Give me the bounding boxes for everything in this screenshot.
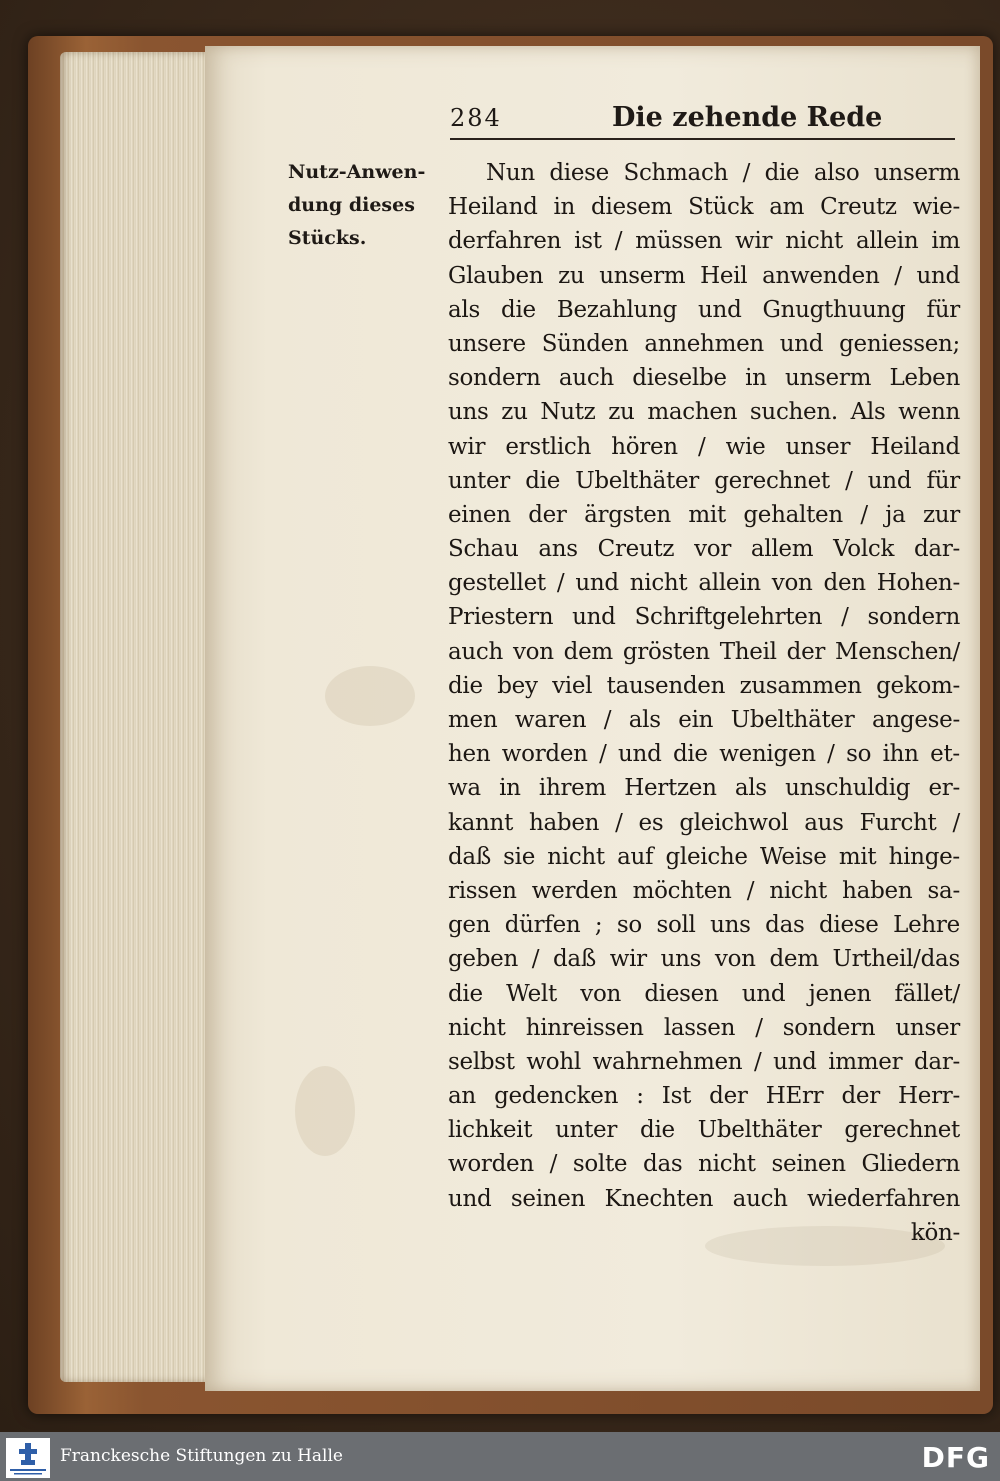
- marginal-note-line: Stücks.: [288, 227, 367, 249]
- word: annehmen: [644, 330, 764, 357]
- word: und: [448, 1185, 492, 1212]
- word: Lehre: [893, 912, 960, 939]
- word: men: [448, 707, 498, 733]
- word: /: [952, 809, 960, 836]
- word: vor: [694, 536, 732, 563]
- word: wiederfahren: [807, 1185, 960, 1212]
- word: Herr-: [898, 1083, 960, 1110]
- footer-institution: Franckesche Stiftungen zu Halle: [60, 1446, 343, 1466]
- word: wie-: [912, 194, 960, 221]
- word: seinen: [510, 1185, 586, 1212]
- word: Welt: [506, 980, 557, 1007]
- word: Stück: [688, 194, 754, 221]
- word: unserm: [785, 365, 872, 392]
- word: rissen: [448, 877, 517, 904]
- word: mit: [838, 843, 877, 870]
- text-line: [448, 771, 960, 805]
- word: haben: [528, 809, 600, 836]
- word: /: [603, 707, 612, 733]
- catchword-line: [448, 1216, 960, 1250]
- text-line: [448, 942, 960, 976]
- paper-stain: [325, 666, 415, 726]
- word: dar-: [913, 536, 960, 563]
- word: müssen: [635, 228, 723, 255]
- word: unser: [785, 433, 851, 460]
- word: immer: [828, 1048, 903, 1075]
- word: seinen: [771, 1151, 846, 1178]
- word: die: [640, 1117, 675, 1144]
- word: unter: [448, 467, 510, 494]
- word: kannt: [448, 809, 514, 836]
- word: ans: [538, 536, 578, 563]
- word: Knechten: [604, 1185, 714, 1212]
- text-line: [448, 806, 960, 840]
- word: Ubelthäter: [575, 467, 699, 494]
- word: Hertzen: [624, 775, 717, 802]
- word: fället/: [894, 980, 960, 1007]
- word: an: [448, 1083, 476, 1110]
- word: in: [553, 194, 576, 221]
- page-header: [450, 98, 955, 142]
- word: im: [931, 228, 960, 255]
- word: die: [501, 296, 536, 323]
- word: gerechnet: [844, 1117, 960, 1144]
- word: /: [549, 1151, 558, 1178]
- word: die: [448, 672, 483, 699]
- word: für: [926, 467, 960, 494]
- word: Nun: [486, 160, 535, 186]
- word: anwenden: [762, 262, 880, 289]
- word: :: [636, 1083, 644, 1110]
- word: wenigen: [719, 741, 816, 768]
- word: Als: [850, 399, 886, 426]
- body-text: [448, 156, 960, 1250]
- word: der: [786, 638, 826, 665]
- word: gerechnet: [714, 467, 830, 494]
- word: unsere: [448, 330, 526, 357]
- word: nicht: [448, 1014, 506, 1041]
- word: ;: [594, 912, 603, 939]
- word: diese: [818, 912, 879, 939]
- word: einen: [448, 501, 511, 528]
- text-line: [448, 566, 960, 600]
- word: worden: [501, 741, 588, 768]
- word: gen: [448, 912, 491, 939]
- word: Volck: [833, 536, 895, 563]
- word: mit: [688, 501, 726, 528]
- text-line: [448, 327, 960, 361]
- word: Leben: [889, 365, 960, 392]
- text-line: [448, 190, 960, 224]
- word: wa: [448, 775, 481, 802]
- word: und: [779, 330, 824, 357]
- word: ein: [678, 707, 714, 733]
- word: dem: [769, 946, 819, 973]
- text-line: [448, 1182, 960, 1216]
- word: haben: [842, 877, 913, 904]
- word: und: [867, 467, 912, 494]
- word: auch: [448, 638, 504, 665]
- word: die: [448, 980, 483, 1007]
- word: werden: [531, 877, 618, 904]
- word: von: [580, 980, 622, 1007]
- word: aus: [804, 809, 844, 836]
- word: geniessen;: [839, 330, 960, 357]
- word: erstlich: [505, 433, 592, 460]
- word: dieselbe: [632, 365, 727, 392]
- word: so: [616, 912, 642, 939]
- word: die: [764, 160, 800, 186]
- word: Creutz: [597, 536, 675, 563]
- word: der: [841, 1083, 880, 1110]
- word: zu: [608, 399, 635, 426]
- word: /: [698, 433, 706, 460]
- word: hinge-: [888, 843, 960, 870]
- word: Schau: [448, 536, 519, 563]
- text-line: [448, 669, 960, 703]
- word: jenen: [808, 980, 872, 1007]
- word: ärgsten: [584, 501, 671, 528]
- word: er-: [928, 775, 960, 802]
- word: uns: [710, 912, 751, 939]
- word: Heiland: [870, 433, 960, 460]
- word: der: [528, 501, 567, 528]
- text-line: [448, 361, 960, 395]
- word: wir: [448, 433, 486, 460]
- word: Theil: [719, 638, 777, 665]
- word: /: [841, 604, 849, 631]
- word: uns: [660, 946, 702, 973]
- word: Ist: [661, 1083, 692, 1110]
- text-line: [448, 977, 960, 1011]
- word: den: [823, 570, 866, 597]
- text-line: [448, 1045, 960, 1079]
- word: wohl: [526, 1048, 581, 1075]
- word: Gnugthuung: [762, 296, 906, 323]
- word: hinreissen: [525, 1014, 644, 1041]
- word: worden: [448, 1151, 534, 1178]
- word: dar-: [913, 1048, 960, 1075]
- word: sondern: [448, 365, 541, 392]
- word: unserm: [599, 262, 686, 289]
- word: Priestern: [448, 604, 554, 631]
- word: Ubelthäter: [697, 1117, 822, 1144]
- word: von: [512, 638, 554, 665]
- marginal-note-line: dung dieses: [288, 194, 415, 216]
- word: soll: [656, 912, 696, 939]
- word: /: [860, 501, 868, 528]
- word: /: [614, 228, 623, 255]
- word: gleiche: [665, 843, 748, 870]
- text-line: [448, 874, 960, 908]
- word: die: [525, 467, 561, 494]
- word: /: [746, 877, 755, 904]
- word: sa-: [927, 877, 960, 904]
- page-number: 284: [450, 104, 502, 132]
- word: nicht: [698, 1151, 756, 1178]
- word: ihrem: [538, 775, 606, 802]
- word: Schmach: [623, 160, 729, 186]
- word: als: [734, 775, 767, 802]
- word: nicht: [547, 843, 605, 870]
- word: sondern: [867, 604, 960, 631]
- header-rule: [450, 138, 955, 140]
- word: dürfen: [504, 912, 581, 939]
- marginal-note: [288, 156, 448, 255]
- word: das: [643, 1151, 683, 1178]
- word: allem: [750, 536, 814, 563]
- word: suchen.: [749, 399, 838, 426]
- word: auch: [732, 1185, 788, 1212]
- text-line: [448, 156, 960, 190]
- word: Ubelthäter: [730, 707, 855, 733]
- word: ja: [885, 501, 906, 528]
- text-line: [448, 498, 960, 532]
- word: und: [572, 604, 616, 631]
- word: gestellet: [448, 570, 546, 597]
- word: wenn: [898, 399, 960, 426]
- text-line: [448, 395, 960, 429]
- word: zu: [501, 399, 528, 426]
- word: unschuldig: [785, 775, 911, 802]
- word: daß: [448, 843, 491, 870]
- word: von: [714, 946, 756, 973]
- text-line: [448, 1113, 960, 1147]
- word: diesem: [591, 194, 673, 221]
- word: unser: [895, 1014, 960, 1041]
- word: zu: [558, 262, 585, 289]
- word: in: [499, 775, 521, 802]
- word: für: [926, 296, 960, 323]
- word: allein: [855, 228, 919, 255]
- word: Heiland: [448, 194, 538, 221]
- word: bey: [497, 672, 538, 699]
- word: das: [765, 912, 805, 939]
- word: wir: [609, 946, 647, 973]
- text-line: [448, 703, 960, 737]
- word: /: [599, 741, 607, 768]
- word: wir: [735, 228, 773, 255]
- word: daß: [553, 946, 596, 973]
- word: nicht: [785, 228, 843, 255]
- text-line: [448, 908, 960, 942]
- word: lassen: [663, 1014, 736, 1041]
- word: HErr: [765, 1083, 824, 1110]
- text-line: [448, 293, 960, 327]
- running-head: Die zehende Rede: [612, 102, 883, 133]
- word: wahrnehmen: [592, 1048, 743, 1075]
- word: am: [769, 194, 805, 221]
- word: nicht: [629, 570, 688, 597]
- word: derfahren: [448, 228, 562, 255]
- word: und: [618, 741, 662, 768]
- word: Schriftgelehrten: [634, 604, 823, 631]
- word: gehalten: [743, 501, 843, 528]
- word: Sünden: [541, 330, 629, 357]
- word: unserm: [873, 160, 960, 186]
- word: als: [448, 296, 480, 323]
- word: dem: [563, 638, 613, 665]
- word: diesen: [644, 980, 719, 1007]
- text-line: [448, 430, 960, 464]
- word: und: [575, 570, 619, 597]
- text-line: [448, 840, 960, 874]
- paper-stain: [295, 1066, 355, 1156]
- word: der: [709, 1083, 748, 1110]
- word: sie: [503, 843, 536, 870]
- word: /: [556, 570, 565, 597]
- text-line: [448, 259, 960, 293]
- word: in: [745, 365, 767, 392]
- word: Furcht: [859, 809, 937, 836]
- word: Hohen-: [876, 570, 960, 597]
- word: uns: [448, 399, 489, 426]
- word: Glauben: [448, 262, 544, 289]
- word: auf: [617, 843, 654, 870]
- text-line: [448, 1147, 960, 1181]
- word: /: [531, 946, 540, 973]
- word: Nutz: [540, 399, 596, 426]
- word: so: [846, 741, 872, 768]
- word: Heil: [700, 262, 748, 289]
- word: zusammen: [739, 672, 862, 699]
- word: lichkeit: [448, 1117, 533, 1144]
- word: /: [615, 809, 623, 836]
- word: /: [845, 467, 853, 494]
- word: /: [753, 1048, 762, 1075]
- text-line: [448, 224, 960, 258]
- word: sondern: [782, 1014, 876, 1041]
- word: als: [628, 707, 661, 733]
- word: et-: [930, 741, 960, 768]
- word: allein: [698, 570, 761, 597]
- word: tausenden: [606, 672, 726, 699]
- word: hen: [448, 741, 491, 768]
- word: möchten: [632, 877, 732, 904]
- word: und: [741, 980, 786, 1007]
- word: gleichwol: [679, 809, 789, 836]
- word: also: [813, 160, 860, 186]
- word: solte: [572, 1151, 628, 1178]
- text-line: [448, 600, 960, 634]
- text-line: [448, 532, 960, 566]
- word: /: [742, 160, 751, 186]
- text-line: [448, 1011, 960, 1045]
- word: nicht: [769, 877, 827, 904]
- word: Bezahlung: [556, 296, 678, 323]
- word: gekom-: [876, 672, 960, 699]
- footer-bar: [0, 1432, 1000, 1481]
- word: und: [698, 296, 742, 323]
- word: selbst: [448, 1048, 515, 1075]
- word: /: [755, 1014, 763, 1041]
- word: und: [773, 1048, 817, 1075]
- word: /: [894, 262, 902, 289]
- text-line: [448, 1079, 960, 1113]
- word: wie: [725, 433, 766, 460]
- word: viel: [552, 672, 593, 699]
- text-line: [448, 635, 960, 669]
- word: gedencken: [494, 1083, 619, 1110]
- word: auch: [558, 365, 614, 392]
- word: Urtheil/das: [832, 946, 960, 973]
- word: ist: [574, 228, 602, 255]
- word: geben: [448, 946, 518, 973]
- text-line: [448, 737, 960, 771]
- word: grösten: [622, 638, 710, 665]
- word: Weise: [759, 843, 827, 870]
- word: zur: [922, 501, 960, 528]
- text-line: [448, 464, 960, 498]
- dfg-logo: DFG: [921, 1441, 990, 1474]
- word: es: [638, 809, 664, 836]
- word: von: [771, 570, 813, 597]
- word: /: [827, 741, 835, 768]
- word: hören: [611, 433, 678, 460]
- francke-logo-icon: [6, 1438, 50, 1478]
- word: Menschen/: [835, 638, 960, 665]
- page-edges: [60, 52, 220, 1382]
- word: diese: [549, 160, 609, 186]
- word: und: [916, 262, 960, 289]
- word: unter: [555, 1117, 618, 1144]
- word: Gliedern: [861, 1151, 960, 1178]
- word: waren: [514, 707, 587, 733]
- word: die: [672, 741, 708, 768]
- catchword: kön-: [910, 1219, 960, 1246]
- marginal-note-line: Nutz-Anwen-: [288, 161, 426, 183]
- word: Creutz: [820, 194, 897, 221]
- word: ihn: [882, 741, 919, 768]
- word: angese-: [871, 707, 960, 733]
- word: machen: [647, 399, 738, 426]
